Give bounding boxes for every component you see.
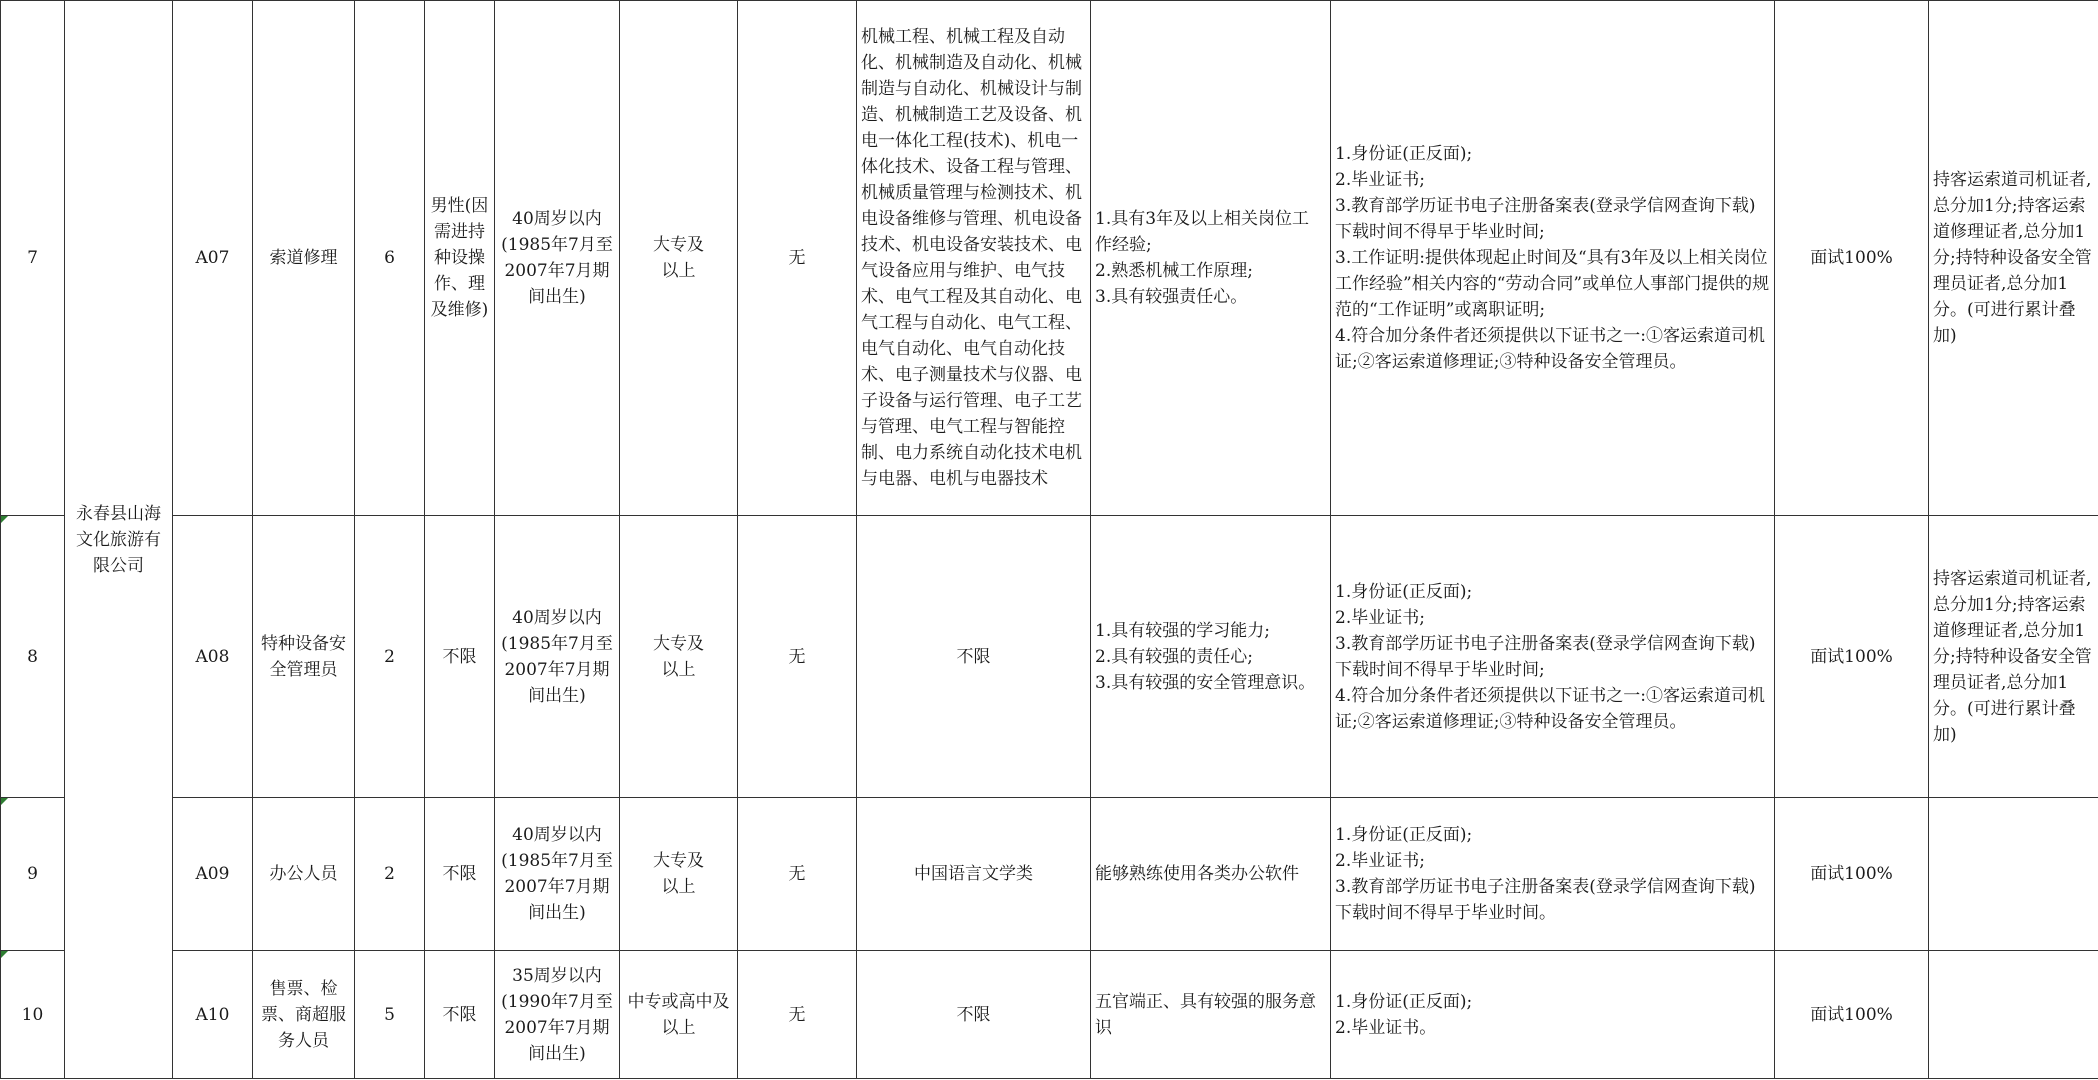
gender-requirement: 不限 [425,798,495,951]
exam-method: 面试100% [1775,951,1929,1079]
bonus-points [1929,951,2098,1079]
gender-requirement: 不限 [425,951,495,1079]
company-name: 永春县山海文化旅游有限公司 [76,503,161,576]
hiring-count: 2 [355,798,425,951]
other-requirements: 五官端正、具有较强的服务意识 [1091,951,1331,1079]
exam-method: 面试100% [1775,798,1929,951]
gender-requirement: 不限 [425,516,495,798]
row-index-cell [1,516,65,798]
position-code: A07 [173,1,253,516]
degree-requirement: 无 [738,798,857,951]
table-row [1,798,2098,951]
exam-method: 面试100% [1775,1,1929,516]
required-documents: 1.身份证(正反面); 2.毕业证书; 3.教育部学历证书电子注册备案表(登录学信网查询下载)下载时间不得早于毕业时间; 4.符合加分条件者还须提供以下证书之一:①客运索道司机证;②客运索道修理证;③特种设备安全管理员。 [1331,516,1775,798]
row-index-cell [1,951,65,1079]
education-requirement: 大专及 以上 [620,1,738,516]
table-row [1,1,2098,516]
other-requirements: 1.具有3年及以上相关岗位工作经验; 2.熟悉机械工作原理; 3.具有较强责任心。 [1091,1,1331,516]
major-requirement: 机械工程、机械工程及自动化、机械制造及自动化、机械制造与自动化、机械设计与制造、机械制造工艺及设备、机电一体化工程(技术)、机电一体化技术、设备工程与管理、机械质量管理与检测技术、机电设备维修与管理、机电设备技术、机电设备安装技术、电气设备应用与维护、电气技术、电气工程及其自动化、电气工程与自动化、电气工程、电气自动化、电气自动化技术、电子测量技术与仪器、电子设备与运行管理、电子工艺与管理、电气工程与智能控制、电力系统自动化技术电机与电器、电机与电器技术 [857,1,1091,516]
required-documents: 1.身份证(正反面); 2.毕业证书; 3.教育部学历证书电子注册备案表(登录学信网查询下载)下载时间不得早于毕业时间。 [1331,798,1775,951]
major-requirement: 不限 [857,951,1091,1079]
position-name: 索道修理 [253,1,355,516]
row-index: 9 [27,864,38,884]
age-requirement: 35周岁以内 (1990年7月至2007年7月期间出生) [495,951,620,1079]
degree-requirement: 无 [738,516,857,798]
education-requirement: 大专及 以上 [620,798,738,951]
row-index-cell [1,1,65,516]
company-cell [65,1,173,1079]
position-name: 特种设备安全管理员 [253,516,355,798]
required-documents: 1.身份证(正反面); 2.毕业证书; 3.教育部学历证书电子注册备案表(登录学信网查询下载)下载时间不得早于毕业时间; 3.工作证明:提供体现起止时间及“具有3年及以上相关岗位工作经验”相关内容的“劳动合同”或单位人事部门提供的规范的“工作证明”或离职证明; 4.符合加分条件者还须提供以下证书之一:①客运索道司机证;②客运索道修理证;③特种设备安全管理员。 [1331,1,1775,516]
age-requirement: 40周岁以内 (1985年7月至2007年7月期间出生) [495,516,620,798]
required-documents: 1.身份证(正反面); 2.毕业证书。 [1331,951,1775,1079]
position-name: 办公人员 [253,798,355,951]
position-code: A09 [173,798,253,951]
major-requirement: 中国语言文学类 [857,798,1091,951]
gender-requirement: 男性(因需进持种设操作、理及维修) [425,1,495,516]
hiring-count: 2 [355,516,425,798]
cell-comment-marker [1,951,8,958]
bonus-points: 持客运索道司机证者,总分加1分;持客运索道修理证者,总分加1分;持特种设备安全管理员证者,总分加1分。(可进行累计叠加) [1929,1,2098,516]
degree-requirement: 无 [738,1,857,516]
age-requirement: 40周岁以内 (1985年7月至2007年7月期间出生) [495,1,620,516]
position-code: A10 [173,951,253,1079]
cell-comment-marker [1,798,8,805]
table-row [1,951,2098,1079]
table-row [1,516,2098,798]
cell-comment-marker [1,516,8,523]
row-index-cell [1,798,65,951]
other-requirements: 1.具有较强的学习能力; 2.具有较强的责任心; 3.具有较强的安全管理意识。 [1091,516,1331,798]
row-index: 7 [27,248,38,268]
bonus-points: 持客运索道司机证者,总分加1分;持客运索道修理证者,总分加1分;持特种设备安全管理员证者,总分加1分。(可进行累计叠加) [1929,516,2098,798]
bonus-points [1929,798,2098,951]
education-requirement: 中专或高中及以上 [620,951,738,1079]
hiring-count: 5 [355,951,425,1079]
exam-method: 面试100% [1775,516,1929,798]
position-name: 售票、检票、商超服务人员 [253,951,355,1079]
row-index: 10 [21,1004,44,1025]
hiring-count: 6 [355,1,425,516]
age-requirement: 40周岁以内 (1985年7月至2007年7月期间出生) [495,798,620,951]
position-code: A08 [173,516,253,798]
education-requirement: 大专及 以上 [620,516,738,798]
row-index: 8 [27,646,38,667]
major-requirement: 不限 [857,516,1091,798]
degree-requirement: 无 [738,951,857,1079]
other-requirements: 能够熟练使用各类办公软件 [1091,798,1331,951]
